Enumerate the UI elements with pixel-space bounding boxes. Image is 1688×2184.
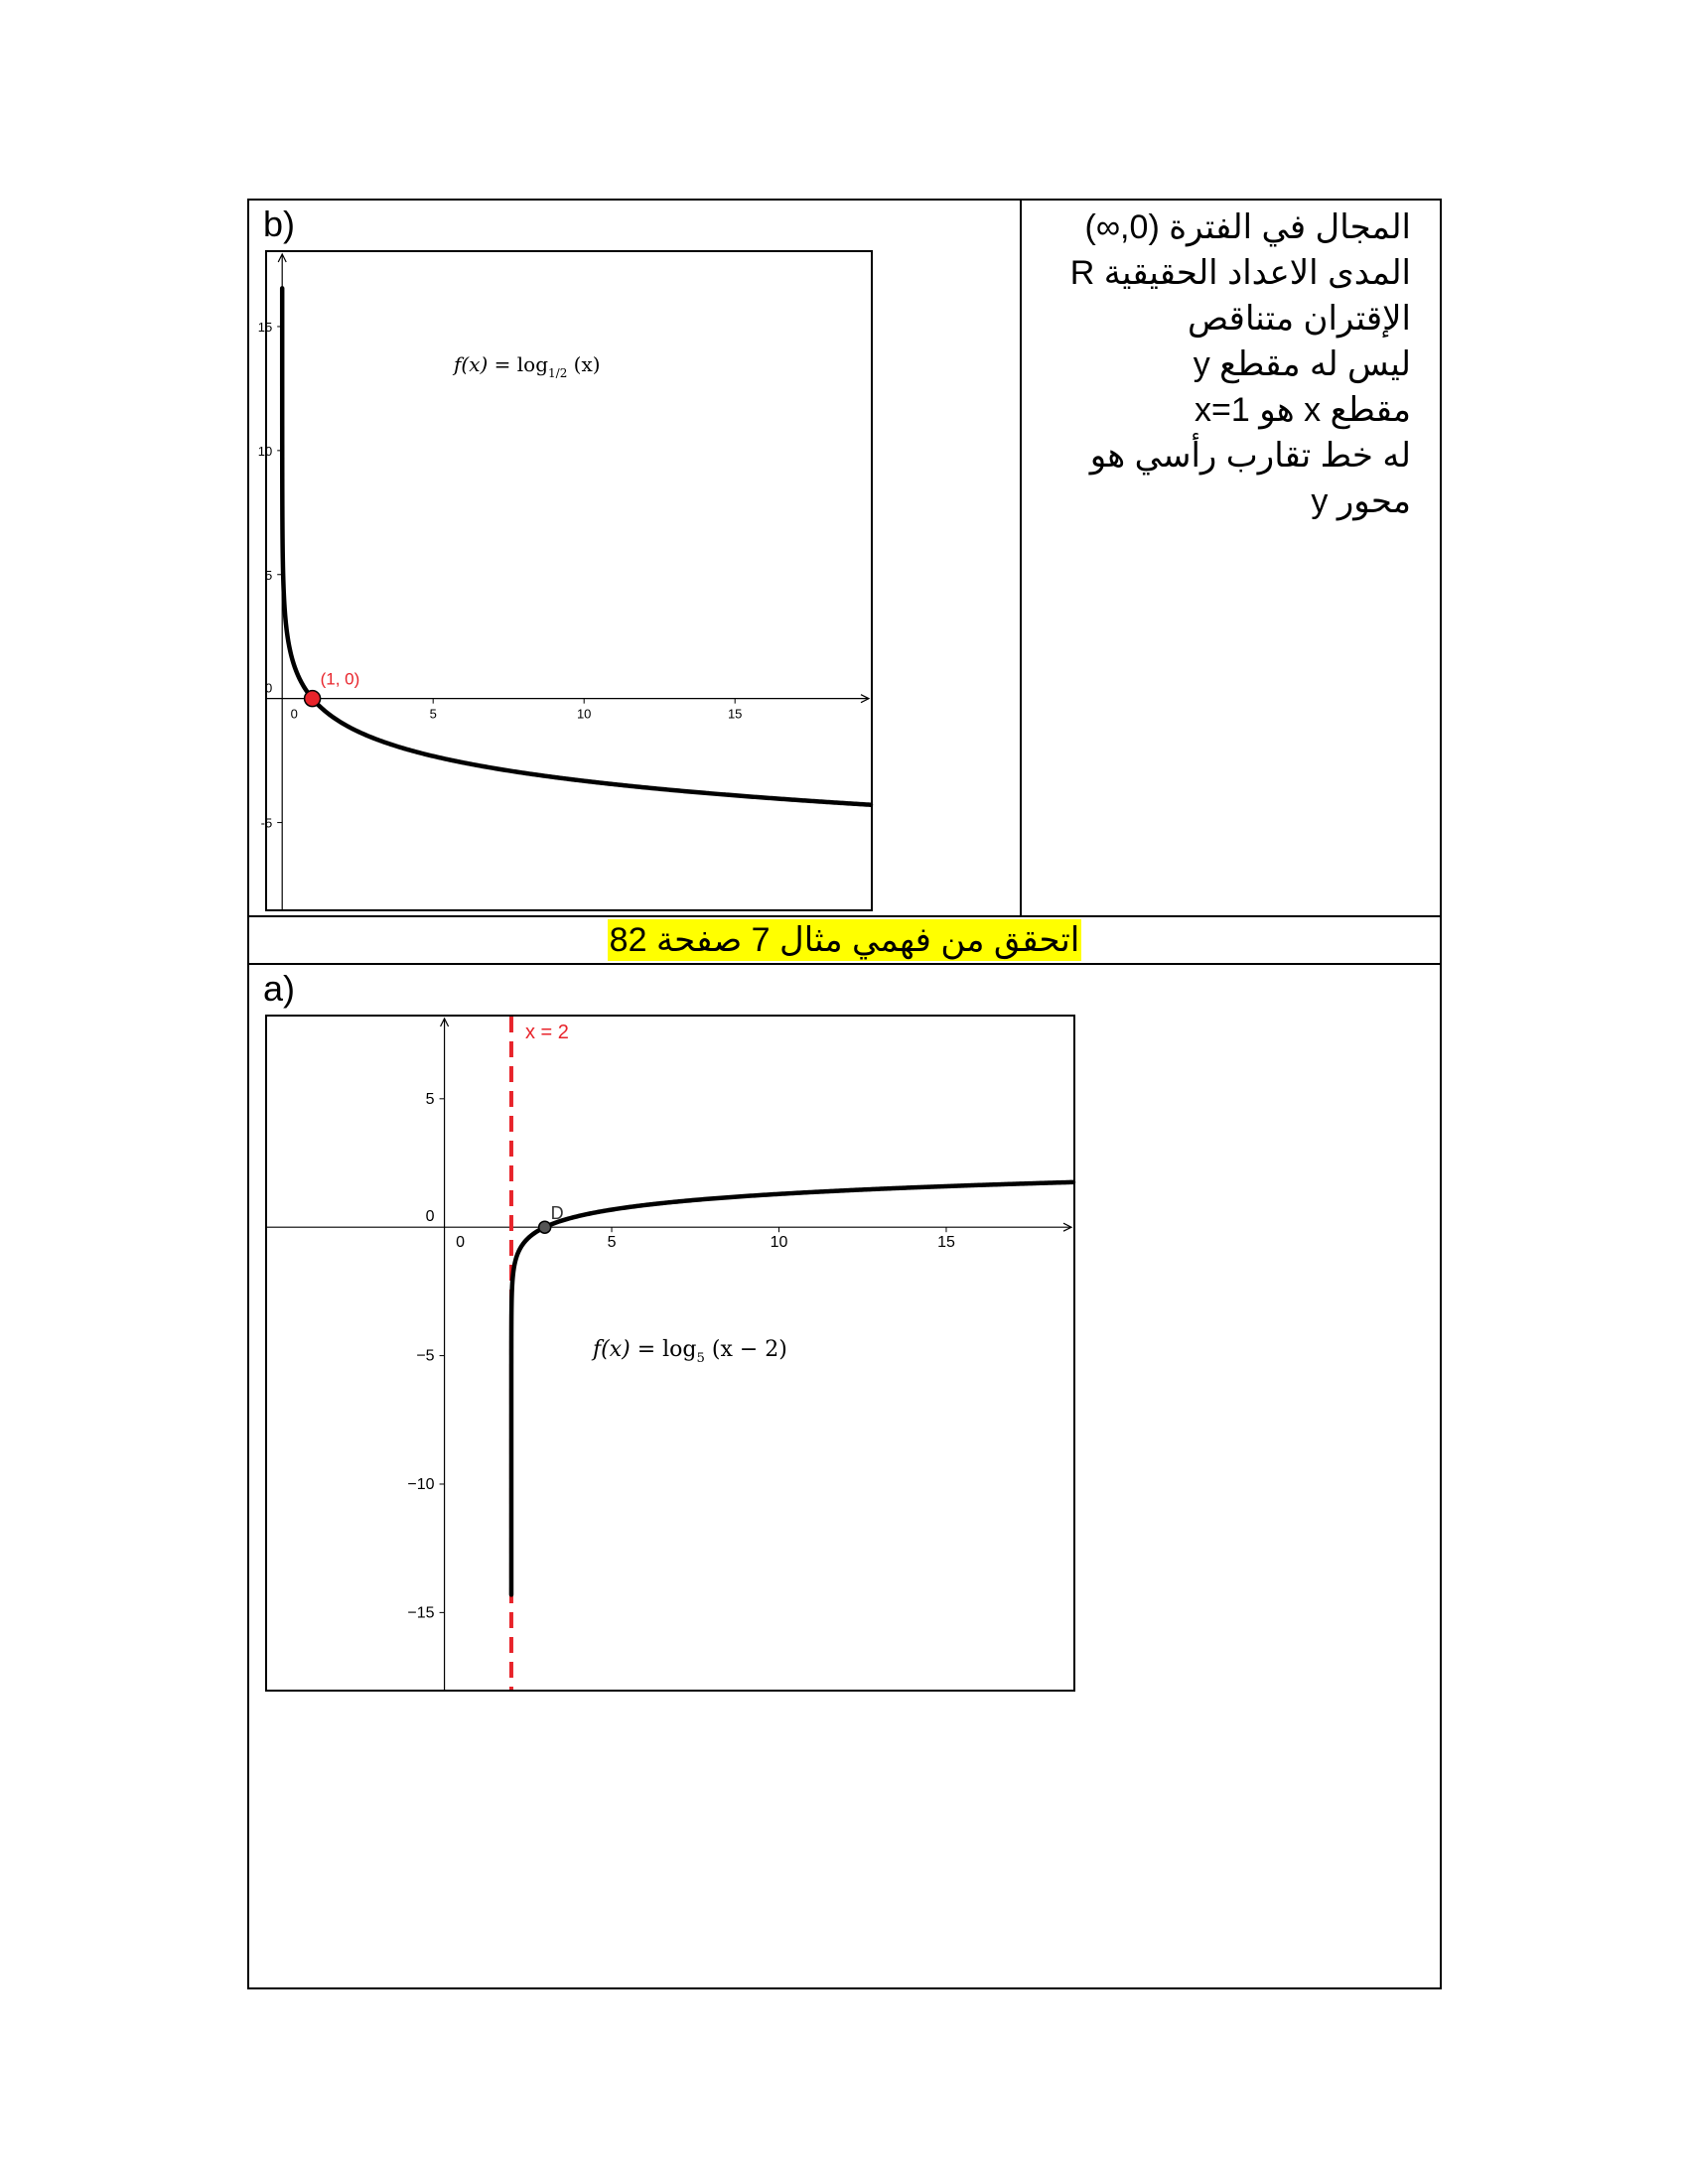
y-tick-label: -5 <box>260 815 273 831</box>
x-tick-label: 0 <box>290 706 298 722</box>
point-label: (1, 0) <box>320 669 360 689</box>
property-x-intercept: مقطع x هو x=1 <box>1195 391 1411 429</box>
property-monotonic: الإقتران متناقص <box>1188 300 1411 338</box>
column-divider <box>1020 201 1022 915</box>
y-tick-label: −15 <box>407 1604 435 1622</box>
x-tick-label: 5 <box>429 706 437 722</box>
bottom-row <box>249 965 1440 1989</box>
properties-list <box>1034 205 1411 524</box>
curve-point <box>539 1221 551 1233</box>
x-tick-label: 15 <box>937 1234 955 1252</box>
x-tick-label: 5 <box>607 1234 617 1252</box>
graph-a <box>265 1015 1075 1692</box>
document-table <box>247 199 1442 1989</box>
part-a-label: a) <box>263 968 296 1009</box>
graph-b-canvas <box>257 252 871 909</box>
x-tick-label: 10 <box>770 1234 788 1252</box>
y-tick-label: 0 <box>425 1208 435 1226</box>
y-tick-label: −5 <box>416 1347 435 1365</box>
asymptote-label: x = 2 <box>524 1022 569 1043</box>
y-tick-label: −10 <box>407 1475 435 1493</box>
x-tick-label: 0 <box>456 1234 466 1252</box>
y-tick-label: 10 <box>257 443 273 459</box>
x-tick-label: 10 <box>576 706 592 722</box>
y-tick-label: 0 <box>264 680 273 696</box>
point-label: D <box>550 1203 564 1224</box>
heading-row <box>249 917 1440 965</box>
function-label: $f(x) = \log_{1/2} (x)$ <box>454 352 601 380</box>
x-tick-label: 15 <box>727 706 743 722</box>
highlighted-heading: اتحقق من فهمي مثال 7 صفحة 82 <box>609 921 1080 959</box>
y-tick-label: 5 <box>264 567 273 583</box>
part-b-label: b) <box>263 204 296 244</box>
y-tick-label: 15 <box>257 319 273 335</box>
function-curve <box>511 1182 1073 1595</box>
property-asymptote: له خط تقارب رأسي هو محور y <box>1089 437 1411 520</box>
property-range: المدى الاعداد الحقيقية R <box>1069 254 1411 292</box>
function-label: $f(x) = \log_5 (x - 2)$ <box>593 1337 787 1366</box>
curve-point <box>305 691 321 707</box>
graph-b <box>257 250 873 911</box>
property-domain: المجال في الفترة (0,∞) <box>1084 208 1411 246</box>
y-tick-label: 5 <box>425 1090 435 1108</box>
property-y-intercept: ليس له مقطع y <box>1193 345 1411 383</box>
graph-a-canvas <box>267 1017 1073 1690</box>
top-row <box>249 201 1440 917</box>
